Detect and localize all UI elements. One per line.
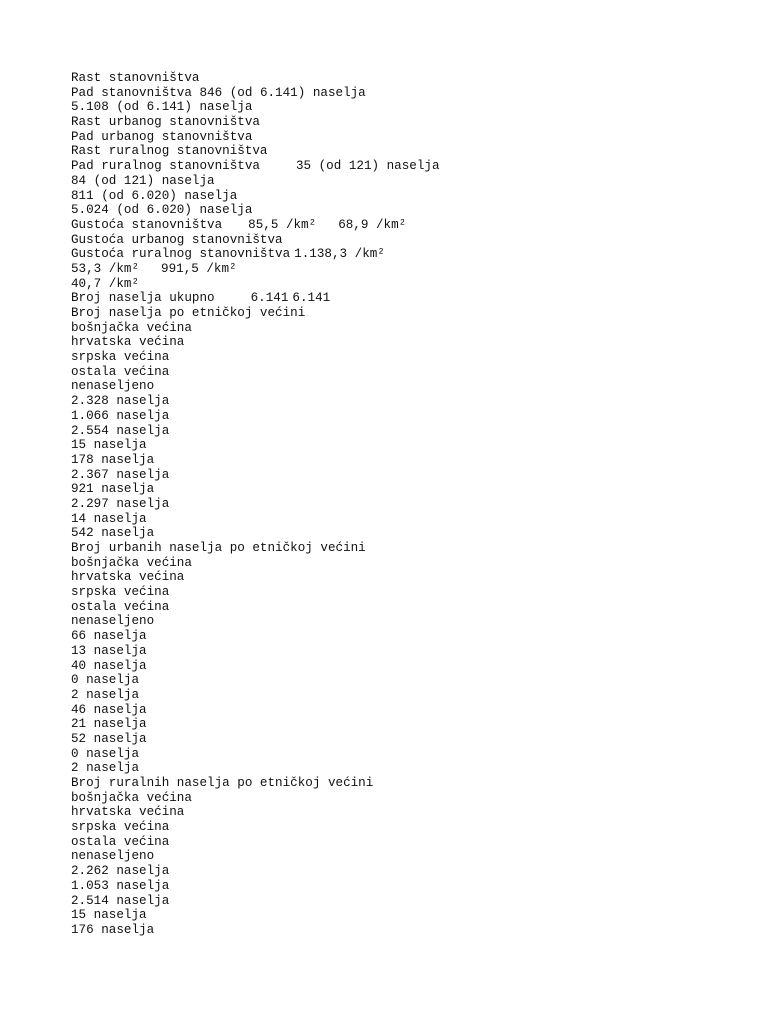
text-line: [71, 379, 751, 394]
text-segment: 811 (od 6.020) naselja: [71, 188, 238, 203]
text-line: [71, 526, 751, 541]
text-segment: ostala većina: [71, 834, 170, 849]
text-segment: Gustoća stanovništva: [71, 217, 223, 232]
text-line: [71, 864, 751, 879]
document-text: [71, 71, 751, 938]
text-segment: 6.141: [292, 291, 331, 306]
text-line: [71, 541, 751, 556]
text-segment: 21 naselja: [71, 717, 147, 732]
text-line: [71, 894, 751, 909]
text-segment: 35 (od 121) naselja: [295, 159, 440, 174]
text-line: [71, 791, 751, 806]
text-segment: 542 naselja: [71, 526, 155, 541]
text-line: [71, 556, 751, 571]
text-line: [71, 365, 751, 380]
text-segment: Gustoća urbanog stanovništva: [71, 232, 283, 247]
text-line: [71, 394, 751, 409]
text-segment: nenaseljeno: [71, 379, 155, 394]
text-segment: Pad ruralnog stanovništva: [71, 159, 260, 174]
text-line: [71, 424, 751, 439]
text-segment: 2.554 naselja: [71, 423, 170, 438]
text-segment: Rast stanovništva: [71, 71, 200, 85]
text-segment: 52 naselja: [71, 731, 147, 746]
text-line: [71, 100, 751, 115]
text-segment: 84 (od 121) naselja: [71, 173, 215, 188]
text-segment: Broj ruralnih naselja po etničkoj većini: [71, 776, 374, 790]
text-segment: 15 naselja: [71, 438, 147, 453]
text-line: [71, 189, 751, 204]
text-segment: 2 naselja: [71, 687, 140, 702]
text-segment: 2 naselja: [71, 761, 140, 776]
text-line: [71, 849, 751, 864]
text-line: [71, 908, 751, 923]
text-line: [71, 600, 751, 615]
text-line: [71, 277, 751, 292]
text-line: [71, 747, 751, 762]
text-segment: 1.138,3 /km²: [294, 247, 385, 262]
text-line: [71, 482, 751, 497]
text-line: [71, 262, 751, 277]
text-line: [71, 776, 751, 791]
text-segment: 1.066 naselja: [71, 408, 170, 423]
text-segment: ostala većina: [71, 599, 170, 614]
text-segment: 53,3 /km²: [71, 261, 140, 276]
text-line: [71, 703, 751, 718]
text-line: [71, 306, 751, 321]
text-segment: 5.108 (od 6.141) naselja: [71, 100, 253, 115]
text-segment: Broj naselja po etničkoj većini: [71, 306, 306, 320]
text-line: [71, 732, 751, 747]
text-segment: bošnjačka većina: [71, 320, 192, 335]
text-segment: 0 naselja: [71, 673, 140, 688]
text-segment: hrvatska većina: [71, 570, 185, 585]
text-line: [71, 659, 751, 674]
text-segment: srpska većina: [71, 350, 170, 365]
text-segment: 846 (od 6.141) naselja: [191, 85, 366, 100]
text-line: [71, 629, 751, 644]
text-line: [71, 717, 751, 732]
text-segment: 46 naselja: [71, 702, 147, 717]
text-line: [71, 453, 751, 468]
text-line: [71, 335, 751, 350]
text-line: [71, 688, 751, 703]
text-segment: 13 naselja: [71, 643, 147, 658]
text-segment: bošnjačka većina: [71, 790, 192, 805]
text-line: [71, 203, 751, 218]
text-line: [71, 497, 751, 512]
text-segment: Pad stanovništva: [71, 85, 192, 100]
text-line: [71, 468, 751, 483]
text-segment: 2.297 naselja: [71, 496, 170, 511]
text-segment: 2.367 naselja: [71, 467, 170, 482]
text-segment: nenaseljeno: [71, 849, 155, 864]
text-line: [71, 512, 751, 527]
text-segment: 2.262 naselja: [71, 864, 170, 879]
text-line: [71, 570, 751, 585]
text-line: [71, 233, 751, 248]
text-segment: bošnjačka većina: [71, 555, 192, 570]
text-segment: 1.053 naselja: [71, 878, 170, 893]
text-segment: srpska većina: [71, 820, 170, 835]
text-line: [71, 585, 751, 600]
text-line: [71, 218, 751, 233]
text-segment: 2.514 naselja: [71, 893, 170, 908]
text-segment: Pad urbanog stanovništva: [71, 129, 253, 144]
text-line: [71, 144, 751, 159]
text-segment: 40 naselja: [71, 658, 147, 673]
text-segment: 85,5 /km²: [248, 217, 317, 232]
text-line: [71, 130, 751, 145]
text-line: [71, 835, 751, 850]
text-line: [71, 879, 751, 894]
text-segment: Broj urbanih naselja po etničkoj većini: [71, 541, 366, 555]
text-segment: Rast urbanog stanovništva: [71, 115, 260, 130]
text-segment: 176 naselja: [71, 922, 155, 937]
text-line: [71, 438, 751, 453]
text-line: [71, 761, 751, 776]
text-segment: Rast ruralnog stanovništva: [71, 144, 268, 159]
text-line: [71, 71, 751, 86]
text-segment: Broj naselja ukupno: [71, 291, 215, 306]
text-line: [71, 321, 751, 336]
text-segment: 14 naselja: [71, 511, 147, 526]
text-line: [71, 820, 751, 835]
text-line: [71, 350, 751, 365]
text-segment: 921 naselja: [71, 482, 155, 497]
text-line: [71, 644, 751, 659]
text-segment: hrvatska većina: [71, 805, 185, 820]
text-segment: hrvatska većina: [71, 335, 185, 350]
text-segment: 6.141: [250, 291, 289, 306]
text-segment: 5.024 (od 6.020) naselja: [71, 203, 253, 218]
text-line: [71, 115, 751, 130]
text-segment: 68,9 /km²: [338, 217, 407, 232]
text-segment: 991,5 /km²: [161, 261, 237, 276]
text-segment: 2.328 naselja: [71, 394, 170, 409]
text-line: [71, 86, 751, 101]
text-line: [71, 409, 751, 424]
text-line: [71, 923, 751, 938]
text-segment: srpska većina: [71, 585, 170, 600]
text-segment: 0 naselja: [71, 746, 140, 761]
text-line: [71, 673, 751, 688]
text-line: [71, 291, 751, 306]
text-segment: Gustoća ruralnog stanovništva: [71, 247, 291, 262]
text-line: [71, 174, 751, 189]
text-line: [71, 614, 751, 629]
text-segment: 178 naselja: [71, 452, 155, 467]
text-segment: 15 naselja: [71, 908, 147, 923]
text-line: [71, 159, 751, 174]
text-line: [71, 805, 751, 820]
text-line: [71, 247, 751, 262]
text-segment: ostala većina: [71, 364, 170, 379]
text-segment: 40,7 /km²: [71, 276, 140, 291]
text-segment: nenaseljeno: [71, 614, 155, 629]
text-segment: 66 naselja: [71, 629, 147, 644]
